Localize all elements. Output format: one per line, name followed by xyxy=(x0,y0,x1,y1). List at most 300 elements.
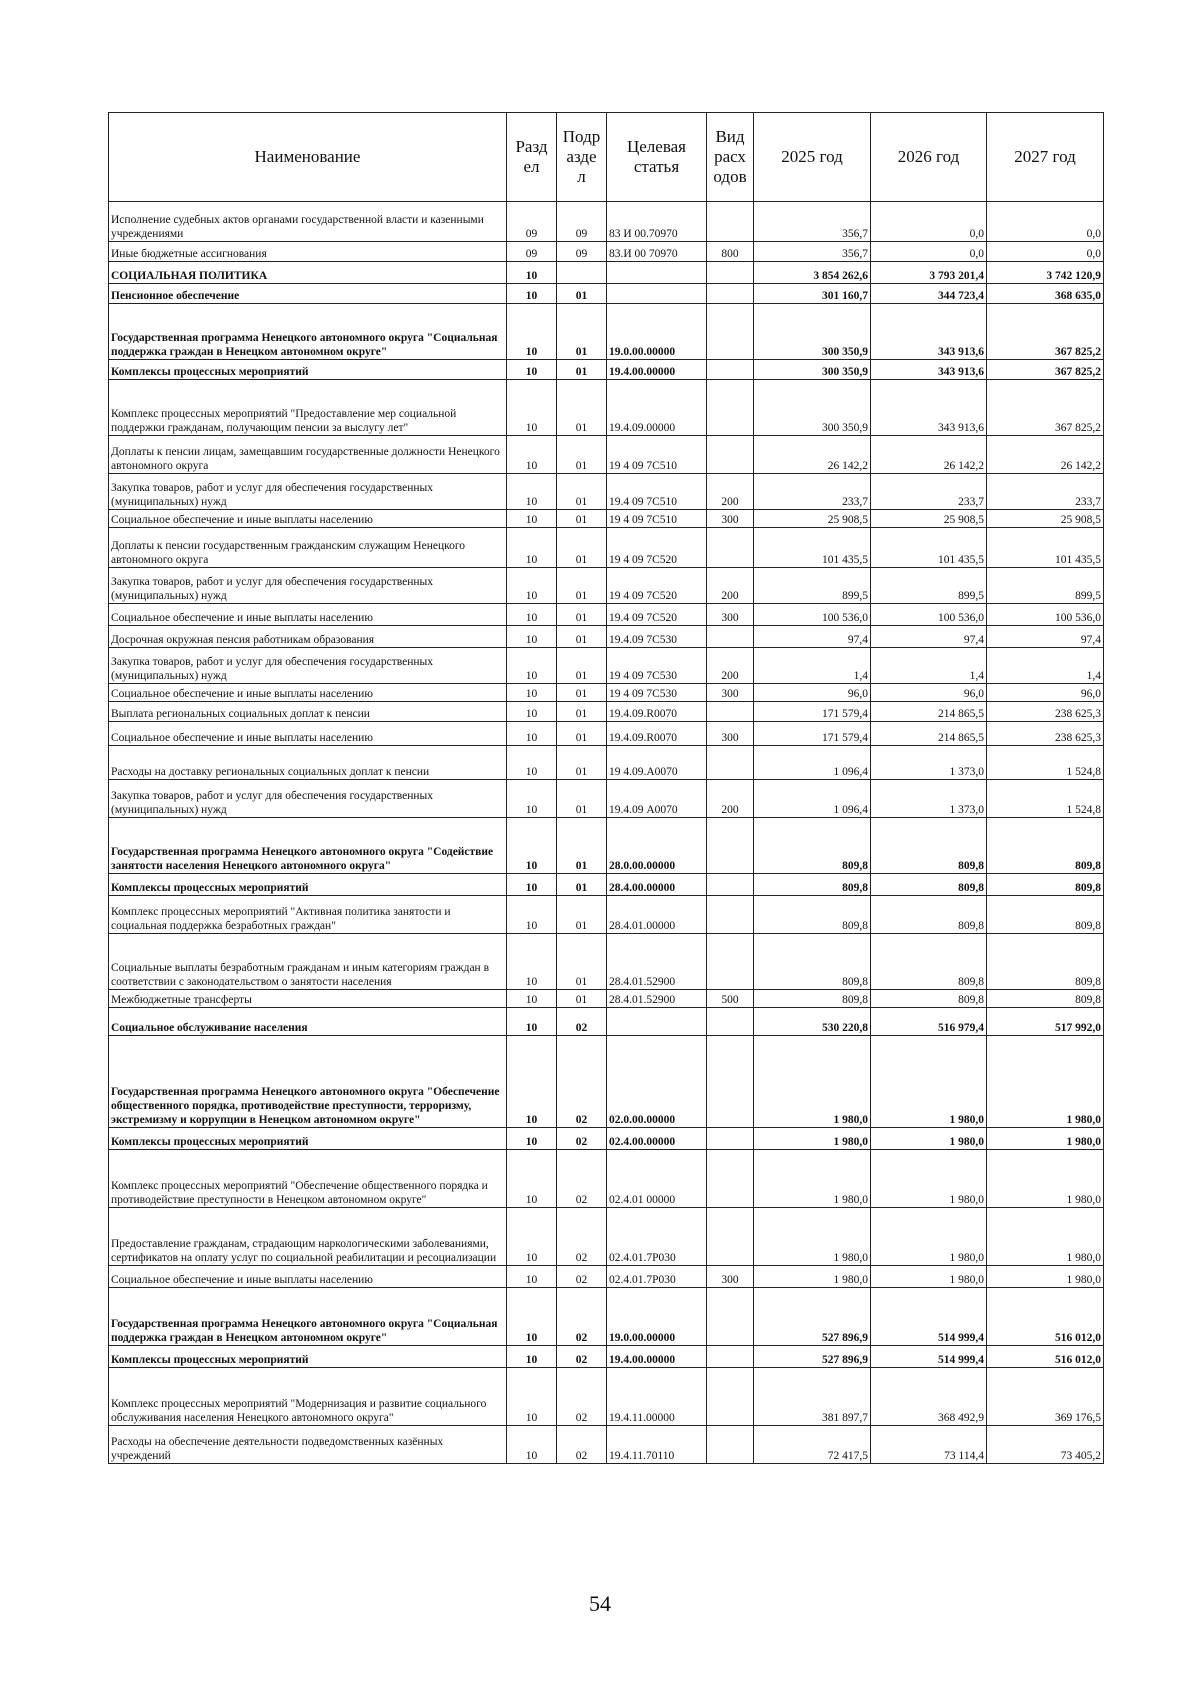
cell-razdel: 10 xyxy=(507,702,557,722)
cell-celevaya-statya: 19.4.09 7С530 xyxy=(607,626,707,648)
cell-year-2025: 1 980,0 xyxy=(754,1036,871,1128)
table-row xyxy=(109,780,1104,818)
header-celevaya-statya: Целевая статья xyxy=(607,113,707,202)
cell-podrazdel: 01 xyxy=(557,874,607,896)
cell-year-2027: 1 980,0 xyxy=(987,1266,1104,1288)
cell-year-2027: 0,0 xyxy=(987,242,1104,262)
cell-razdel: 10 xyxy=(507,1150,557,1208)
cell-year-2026: 1,4 xyxy=(871,648,987,684)
cell-celevaya-statya: 19 4 09 7С510 xyxy=(607,436,707,474)
table-row xyxy=(109,1426,1104,1464)
cell-year-2027: 516 012,0 xyxy=(987,1346,1104,1368)
cell-name: Закупка товаров, работ и услуг для обеспечения государственных (муниципальных) нужд xyxy=(109,648,507,684)
cell-year-2026: 25 908,5 xyxy=(871,510,987,528)
cell-name: Государственная программа Ненецкого автономного округа "Социальная поддержка граждан в Ненецком автономном округе" xyxy=(109,1288,507,1346)
cell-razdel: 10 xyxy=(507,896,557,934)
cell-year-2026: 100 536,0 xyxy=(871,604,987,626)
table-row xyxy=(109,626,1104,648)
cell-vid-rashodov: 200 xyxy=(707,780,754,818)
cell-vid-rashodov xyxy=(707,934,754,990)
cell-year-2025: 171 579,4 xyxy=(754,722,871,746)
cell-razdel: 10 xyxy=(507,1208,557,1266)
cell-celevaya-statya: 02.4.01 00000 xyxy=(607,1150,707,1208)
cell-vid-rashodov xyxy=(707,262,754,284)
cell-year-2027: 517 992,0 xyxy=(987,1008,1104,1036)
cell-year-2027: 96,0 xyxy=(987,684,1104,702)
cell-razdel: 10 xyxy=(507,304,557,360)
cell-year-2025: 1 980,0 xyxy=(754,1128,871,1150)
cell-year-2025: 25 908,5 xyxy=(754,510,871,528)
cell-name: Социальное обеспечение и иные выплаты населению xyxy=(109,722,507,746)
cell-razdel: 10 xyxy=(507,818,557,874)
cell-razdel: 10 xyxy=(507,262,557,284)
cell-podrazdel: 01 xyxy=(557,568,607,604)
cell-celevaya-statya: 19.4.09.R0070 xyxy=(607,722,707,746)
cell-razdel: 10 xyxy=(507,684,557,702)
table-row xyxy=(109,360,1104,380)
cell-razdel: 10 xyxy=(507,1288,557,1346)
cell-year-2025: 527 896,9 xyxy=(754,1346,871,1368)
cell-celevaya-statya: 19.4.11.70110 xyxy=(607,1426,707,1464)
cell-celevaya-statya: 19.4.11.00000 xyxy=(607,1368,707,1426)
cell-name: Комплексы процессных мероприятий xyxy=(109,360,507,380)
cell-year-2025: 72 417,5 xyxy=(754,1426,871,1464)
cell-year-2027: 809,8 xyxy=(987,818,1104,874)
cell-razdel: 10 xyxy=(507,510,557,528)
cell-celevaya-statya xyxy=(607,1008,707,1036)
cell-vid-rashodov xyxy=(707,1150,754,1208)
header-razdel: Разд ел xyxy=(507,113,557,202)
cell-razdel: 10 xyxy=(507,746,557,780)
cell-podrazdel: 01 xyxy=(557,896,607,934)
table-row xyxy=(109,262,1104,284)
cell-year-2025: 356,7 xyxy=(754,242,871,262)
cell-podrazdel: 09 xyxy=(557,202,607,242)
cell-year-2025: 381 897,7 xyxy=(754,1368,871,1426)
cell-year-2026: 0,0 xyxy=(871,202,987,242)
cell-year-2025: 1 980,0 xyxy=(754,1150,871,1208)
cell-vid-rashodov xyxy=(707,746,754,780)
cell-vid-rashodov xyxy=(707,202,754,242)
cell-year-2025: 97,4 xyxy=(754,626,871,648)
cell-year-2026: 101 435,5 xyxy=(871,528,987,568)
cell-year-2026: 809,8 xyxy=(871,818,987,874)
cell-name: Комплекс процессных мероприятий "Предоставление мер социальной поддержки гражданам, получающим пенсии за выслугу лет" xyxy=(109,380,507,436)
cell-year-2026: 1 980,0 xyxy=(871,1150,987,1208)
cell-year-2027: 101 435,5 xyxy=(987,528,1104,568)
page-number: 54 xyxy=(589,1591,611,1616)
cell-podrazdel: 01 xyxy=(557,780,607,818)
cell-podrazdel: 01 xyxy=(557,746,607,780)
table-row xyxy=(109,474,1104,510)
cell-year-2026: 97,4 xyxy=(871,626,987,648)
cell-year-2025: 100 536,0 xyxy=(754,604,871,626)
cell-vid-rashodov: 300 xyxy=(707,604,754,626)
cell-year-2027: 1 980,0 xyxy=(987,1150,1104,1208)
cell-year-2027: 369 176,5 xyxy=(987,1368,1104,1426)
cell-vid-rashodov: 300 xyxy=(707,510,754,528)
cell-podrazdel: 02 xyxy=(557,1036,607,1128)
cell-name: Комплексы процессных мероприятий xyxy=(109,1346,507,1368)
cell-vid-rashodov: 300 xyxy=(707,1266,754,1288)
cell-celevaya-statya: 19 4.09.А0070 xyxy=(607,746,707,780)
cell-podrazdel: 01 xyxy=(557,528,607,568)
cell-podrazdel: 01 xyxy=(557,360,607,380)
cell-razdel: 10 xyxy=(507,990,557,1008)
cell-year-2026: 344 723,4 xyxy=(871,284,987,304)
table-row xyxy=(109,896,1104,934)
header-podrazdel: Подр азде л xyxy=(557,113,607,202)
cell-celevaya-statya: 19.4.09.00000 xyxy=(607,380,707,436)
cell-vid-rashodov: 200 xyxy=(707,568,754,604)
table-row xyxy=(109,1128,1104,1150)
cell-razdel: 10 xyxy=(507,1346,557,1368)
cell-year-2027: 368 635,0 xyxy=(987,284,1104,304)
cell-name: Комплексы процессных мероприятий xyxy=(109,874,507,896)
cell-vid-rashodov xyxy=(707,1346,754,1368)
cell-razdel: 09 xyxy=(507,242,557,262)
cell-podrazdel: 02 xyxy=(557,1128,607,1150)
cell-year-2025: 171 579,4 xyxy=(754,702,871,722)
table-row xyxy=(109,684,1104,702)
cell-celevaya-statya: 19 4 09 7С530 xyxy=(607,684,707,702)
cell-podrazdel: 02 xyxy=(557,1346,607,1368)
cell-name: Социальные выплаты безработным гражданам и иным категориям граждан в соответствии с законодательством о занятости населения xyxy=(109,934,507,990)
cell-year-2026: 1 373,0 xyxy=(871,780,987,818)
cell-year-2025: 101 435,5 xyxy=(754,528,871,568)
budget-sheet xyxy=(108,112,1103,1464)
cell-year-2025: 356,7 xyxy=(754,202,871,242)
cell-year-2026: 343 913,6 xyxy=(871,304,987,360)
cell-year-2026: 1 980,0 xyxy=(871,1128,987,1150)
table-row xyxy=(109,1266,1104,1288)
cell-year-2027: 100 536,0 xyxy=(987,604,1104,626)
cell-celevaya-statya: 19.4 09 7С510 xyxy=(607,474,707,510)
cell-celevaya-statya: 19 4 09 7С520 xyxy=(607,568,707,604)
cell-vid-rashodov xyxy=(707,818,754,874)
cell-name: Досрочная окружная пенсия работникам образования xyxy=(109,626,507,648)
cell-year-2027: 233,7 xyxy=(987,474,1104,510)
cell-vid-rashodov: 200 xyxy=(707,474,754,510)
cell-name: Выплата региональных социальных доплат к пенсии xyxy=(109,702,507,722)
cell-podrazdel: 01 xyxy=(557,702,607,722)
cell-vid-rashodov xyxy=(707,528,754,568)
cell-year-2026: 26 142,2 xyxy=(871,436,987,474)
table-row xyxy=(109,242,1104,262)
cell-razdel: 10 xyxy=(507,604,557,626)
cell-year-2027: 3 742 120,9 xyxy=(987,262,1104,284)
cell-year-2027: 809,8 xyxy=(987,934,1104,990)
cell-podrazdel: 02 xyxy=(557,1008,607,1036)
cell-name: Исполнение судебных актов органами государственной власти и казенными учреждениями xyxy=(109,202,507,242)
cell-year-2026: 0,0 xyxy=(871,242,987,262)
cell-year-2026: 96,0 xyxy=(871,684,987,702)
cell-name: Пенсионное обеспечение xyxy=(109,284,507,304)
cell-vid-rashodov xyxy=(707,1368,754,1426)
cell-celevaya-statya: 19 4 09 7С520 xyxy=(607,528,707,568)
table-row xyxy=(109,1346,1104,1368)
header-year-2025: 2025 год xyxy=(754,113,871,202)
cell-celevaya-statya: 19 4 09 7С510 xyxy=(607,510,707,528)
cell-razdel: 10 xyxy=(507,648,557,684)
cell-celevaya-statya: 28.0.00.00000 xyxy=(607,818,707,874)
cell-podrazdel: 02 xyxy=(557,1288,607,1346)
cell-year-2026: 514 999,4 xyxy=(871,1346,987,1368)
cell-podrazdel: 02 xyxy=(557,1368,607,1426)
cell-celevaya-statya: 19.0.00.00000 xyxy=(607,304,707,360)
cell-podrazdel: 01 xyxy=(557,604,607,626)
cell-year-2026: 809,8 xyxy=(871,934,987,990)
cell-name: Социальное обеспечение и иные выплаты населению xyxy=(109,1266,507,1288)
cell-vid-rashodov xyxy=(707,1208,754,1266)
cell-razdel: 10 xyxy=(507,284,557,304)
cell-year-2026: 214 865,5 xyxy=(871,722,987,746)
cell-podrazdel: 01 xyxy=(557,818,607,874)
cell-celevaya-statya: 83 И 00.70970 xyxy=(607,202,707,242)
cell-podrazdel: 01 xyxy=(557,934,607,990)
cell-year-2027: 1 524,8 xyxy=(987,780,1104,818)
table-row xyxy=(109,648,1104,684)
cell-name: Социальное обеспечение и иные выплаты населению xyxy=(109,684,507,702)
table-row xyxy=(109,528,1104,568)
table-row xyxy=(109,568,1104,604)
cell-celevaya-statya: 28.4.01.00000 xyxy=(607,896,707,934)
cell-celevaya-statya: 28.4.01.52900 xyxy=(607,934,707,990)
cell-name: Иные бюджетные ассигнования xyxy=(109,242,507,262)
table-row xyxy=(109,1208,1104,1266)
header-name: Наименование xyxy=(109,113,507,202)
cell-razdel: 10 xyxy=(507,360,557,380)
cell-razdel: 10 xyxy=(507,1368,557,1426)
cell-year-2026: 343 913,6 xyxy=(871,360,987,380)
cell-year-2026: 516 979,4 xyxy=(871,1008,987,1036)
cell-podrazdel: 02 xyxy=(557,1208,607,1266)
header-year-2027: 2027 год xyxy=(987,113,1104,202)
cell-name: Закупка товаров, работ и услуг для обеспечения государственных (муниципальных) нужд xyxy=(109,568,507,604)
cell-year-2026: 1 980,0 xyxy=(871,1266,987,1288)
cell-celevaya-statya: 02.4.01.7Р030 xyxy=(607,1208,707,1266)
cell-year-2025: 233,7 xyxy=(754,474,871,510)
cell-podrazdel: 01 xyxy=(557,380,607,436)
cell-razdel: 10 xyxy=(507,528,557,568)
cell-vid-rashodov: 300 xyxy=(707,684,754,702)
cell-year-2026: 514 999,4 xyxy=(871,1288,987,1346)
cell-name: Доплаты к пенсии лицам, замещавшим государственные должности Ненецкого автономного округа xyxy=(109,436,507,474)
cell-name: СОЦИАЛЬНАЯ ПОЛИТИКА xyxy=(109,262,507,284)
cell-podrazdel: 01 xyxy=(557,684,607,702)
cell-podrazdel: 01 xyxy=(557,284,607,304)
cell-vid-rashodov: 500 xyxy=(707,990,754,1008)
cell-razdel: 10 xyxy=(507,874,557,896)
table-row xyxy=(109,702,1104,722)
cell-razdel: 10 xyxy=(507,1426,557,1464)
cell-year-2025: 26 142,2 xyxy=(754,436,871,474)
cell-year-2025: 899,5 xyxy=(754,568,871,604)
cell-name: Государственная программа Ненецкого автономного округа "Обеспечение общественного порядка, противодействие преступности, терроризму, экстремизму и коррупции в Ненецком автономном округе" xyxy=(109,1036,507,1128)
cell-vid-rashodov: 300 xyxy=(707,722,754,746)
cell-razdel: 10 xyxy=(507,626,557,648)
cell-year-2026: 809,8 xyxy=(871,990,987,1008)
cell-celevaya-statya: 28.4.00.00000 xyxy=(607,874,707,896)
cell-name: Государственная программа Ненецкого автономного округа "Содействие занятости населения Ненецкого автономного округа" xyxy=(109,818,507,874)
table-row xyxy=(109,1368,1104,1426)
cell-year-2025: 809,8 xyxy=(754,874,871,896)
cell-year-2025: 1 096,4 xyxy=(754,746,871,780)
cell-year-2026: 1 373,0 xyxy=(871,746,987,780)
cell-vid-rashodov xyxy=(707,1036,754,1128)
cell-celevaya-statya: 28.4.01.52900 xyxy=(607,990,707,1008)
cell-year-2027: 238 625,3 xyxy=(987,722,1104,746)
cell-year-2027: 1 980,0 xyxy=(987,1208,1104,1266)
cell-year-2025: 1 980,0 xyxy=(754,1208,871,1266)
cell-razdel: 10 xyxy=(507,1008,557,1036)
cell-year-2027: 1 980,0 xyxy=(987,1128,1104,1150)
cell-razdel: 10 xyxy=(507,436,557,474)
cell-name: Закупка товаров, работ и услуг для обеспечения государственных (муниципальных) нужд xyxy=(109,780,507,818)
table-row xyxy=(109,380,1104,436)
cell-vid-rashodov xyxy=(707,896,754,934)
cell-vid-rashodov xyxy=(707,304,754,360)
cell-year-2026: 233,7 xyxy=(871,474,987,510)
table-row xyxy=(109,746,1104,780)
cell-year-2025: 300 350,9 xyxy=(754,360,871,380)
cell-year-2027: 1,4 xyxy=(987,648,1104,684)
cell-year-2027: 367 825,2 xyxy=(987,360,1104,380)
cell-razdel: 10 xyxy=(507,934,557,990)
cell-name: Межбюджетные трансферты xyxy=(109,990,507,1008)
cell-name: Социальное обеспечение и иные выплаты населению xyxy=(109,510,507,528)
table-row xyxy=(109,874,1104,896)
cell-podrazdel: 01 xyxy=(557,510,607,528)
cell-celevaya-statya: 19.4.09.R0070 xyxy=(607,702,707,722)
cell-year-2026: 214 865,5 xyxy=(871,702,987,722)
cell-celevaya-statya: 02.0.00.00000 xyxy=(607,1036,707,1128)
cell-name: Государственная программа Ненецкого автономного округа "Социальная поддержка граждан в Ненецком автономном округе" xyxy=(109,304,507,360)
table-row xyxy=(109,1150,1104,1208)
cell-year-2025: 530 220,8 xyxy=(754,1008,871,1036)
cell-razdel: 10 xyxy=(507,1128,557,1150)
cell-name: Комплекс процессных мероприятий "Активная политика занятости и социальная поддержка безработных граждан" xyxy=(109,896,507,934)
cell-vid-rashodov xyxy=(707,380,754,436)
cell-celevaya-statya: 83.И 00 70970 xyxy=(607,242,707,262)
cell-year-2027: 25 908,5 xyxy=(987,510,1104,528)
cell-razdel: 10 xyxy=(507,1266,557,1288)
table-row xyxy=(109,990,1104,1008)
table-row xyxy=(109,436,1104,474)
table-row xyxy=(109,1288,1104,1346)
cell-year-2025: 1 096,4 xyxy=(754,780,871,818)
cell-vid-rashodov xyxy=(707,626,754,648)
cell-celevaya-statya: 19.4.00.00000 xyxy=(607,1346,707,1368)
cell-year-2025: 300 350,9 xyxy=(754,304,871,360)
cell-year-2025: 301 160,7 xyxy=(754,284,871,304)
cell-year-2025: 3 854 262,6 xyxy=(754,262,871,284)
cell-year-2026: 1 980,0 xyxy=(871,1036,987,1128)
cell-vid-rashodov xyxy=(707,1008,754,1036)
table-row xyxy=(109,818,1104,874)
cell-podrazdel: 02 xyxy=(557,1426,607,1464)
cell-year-2026: 368 492,9 xyxy=(871,1368,987,1426)
cell-year-2026: 899,5 xyxy=(871,568,987,604)
table-row xyxy=(109,934,1104,990)
cell-year-2027: 809,8 xyxy=(987,896,1104,934)
cell-celevaya-statya xyxy=(607,262,707,284)
cell-razdel: 10 xyxy=(507,474,557,510)
cell-name: Расходы на обеспечение деятельности подведомственных казённых учреждений xyxy=(109,1426,507,1464)
budget-table xyxy=(108,112,1104,1464)
cell-podrazdel: 01 xyxy=(557,626,607,648)
cell-year-2027: 73 405,2 xyxy=(987,1426,1104,1464)
cell-year-2026: 809,8 xyxy=(871,896,987,934)
cell-podrazdel xyxy=(557,262,607,284)
cell-year-2027: 516 012,0 xyxy=(987,1288,1104,1346)
cell-name: Расходы на доставку региональных социальных доплат к пенсии xyxy=(109,746,507,780)
table-row xyxy=(109,202,1104,242)
cell-year-2025: 809,8 xyxy=(754,818,871,874)
table-header-row xyxy=(109,113,1104,202)
cell-year-2025: 809,8 xyxy=(754,934,871,990)
table-body xyxy=(109,202,1104,1464)
cell-vid-rashodov xyxy=(707,436,754,474)
header-year-2026: 2026 год xyxy=(871,113,987,202)
cell-podrazdel: 01 xyxy=(557,648,607,684)
cell-year-2027: 367 825,2 xyxy=(987,380,1104,436)
cell-celevaya-statya: 02.4.00.00000 xyxy=(607,1128,707,1150)
cell-year-2027: 809,8 xyxy=(987,874,1104,896)
cell-year-2025: 1,4 xyxy=(754,648,871,684)
cell-vid-rashodov xyxy=(707,1426,754,1464)
cell-podrazdel: 09 xyxy=(557,242,607,262)
cell-razdel: 10 xyxy=(507,722,557,746)
table-row xyxy=(109,304,1104,360)
cell-podrazdel: 01 xyxy=(557,474,607,510)
cell-name: Социальное обеспечение и иные выплаты населению xyxy=(109,604,507,626)
cell-celevaya-statya: 19.0.00.00000 xyxy=(607,1288,707,1346)
cell-vid-rashodov xyxy=(707,702,754,722)
cell-razdel: 09 xyxy=(507,202,557,242)
cell-year-2027: 0,0 xyxy=(987,202,1104,242)
cell-name: Комплекс процессных мероприятий "Обеспечение общественного порядка и противодействие преступности в Ненецком автономном округе" xyxy=(109,1150,507,1208)
cell-podrazdel: 01 xyxy=(557,722,607,746)
cell-celevaya-statya: 19.4.00.00000 xyxy=(607,360,707,380)
cell-podrazdel: 02 xyxy=(557,1266,607,1288)
cell-razdel: 10 xyxy=(507,780,557,818)
cell-year-2027: 809,8 xyxy=(987,990,1104,1008)
cell-year-2025: 300 350,9 xyxy=(754,380,871,436)
table-row xyxy=(109,1036,1104,1128)
cell-year-2025: 809,8 xyxy=(754,990,871,1008)
cell-celevaya-statya: 19 4 09 7С530 xyxy=(607,648,707,684)
cell-razdel: 10 xyxy=(507,568,557,604)
cell-year-2027: 367 825,2 xyxy=(987,304,1104,360)
cell-year-2025: 1 980,0 xyxy=(754,1266,871,1288)
cell-year-2027: 899,5 xyxy=(987,568,1104,604)
cell-year-2027: 26 142,2 xyxy=(987,436,1104,474)
cell-celevaya-statya xyxy=(607,284,707,304)
cell-podrazdel: 01 xyxy=(557,304,607,360)
cell-razdel: 10 xyxy=(507,1036,557,1128)
cell-vid-rashodov xyxy=(707,284,754,304)
cell-year-2025: 527 896,9 xyxy=(754,1288,871,1346)
cell-vid-rashodov xyxy=(707,1128,754,1150)
cell-year-2027: 1 980,0 xyxy=(987,1036,1104,1128)
cell-year-2027: 97,4 xyxy=(987,626,1104,648)
table-row xyxy=(109,722,1104,746)
cell-year-2026: 809,8 xyxy=(871,874,987,896)
cell-razdel: 10 xyxy=(507,380,557,436)
cell-name: Комплексы процессных мероприятий xyxy=(109,1128,507,1150)
table-row xyxy=(109,604,1104,626)
